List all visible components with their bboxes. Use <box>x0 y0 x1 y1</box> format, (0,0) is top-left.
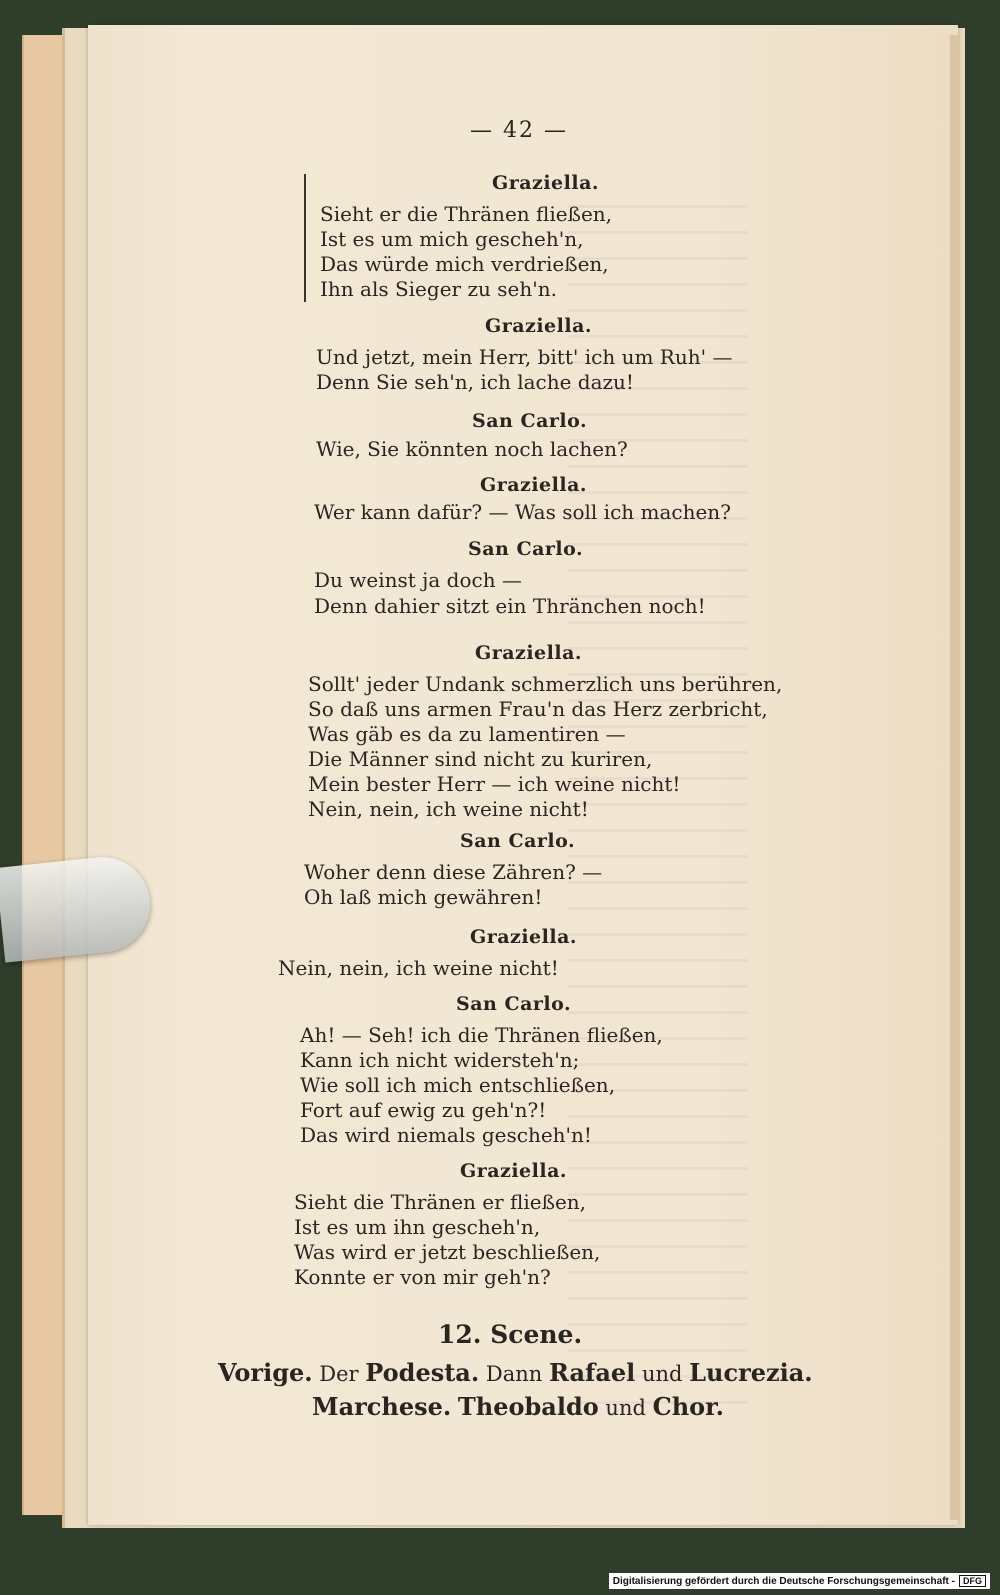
verse-line: Die Männer sind nicht zu kuriren, <box>308 747 653 771</box>
verse-line: So daß uns armen Frau'n das Herz zerbricht, <box>308 697 768 721</box>
page-number: — 42 — <box>470 118 568 143</box>
cast-name: Vorige. <box>218 1358 313 1387</box>
speaker-name: San Carlo. <box>456 993 572 1015</box>
verse-line: Nein, nein, ich weine nicht! <box>308 797 589 821</box>
verse-line: Kann ich nicht widersteh'n; <box>300 1048 580 1072</box>
verse-line: Wie soll ich mich entschließen, <box>300 1073 616 1097</box>
verse-line: Sollt' jeder Undank schmerzlich uns berühren, <box>308 672 783 696</box>
verse-line: Ah! — Seh! ich die Thränen fließen, <box>300 1023 663 1047</box>
speaker-name: Graziella. <box>460 1160 568 1182</box>
footer-credit <box>609 1573 990 1589</box>
speaker-name: Graziella. <box>480 474 588 496</box>
cast-connector: Dann <box>479 1362 549 1386</box>
dfg-logo: DFG <box>959 1575 986 1587</box>
verse-line: Fort auf ewig zu geh'n?! <box>300 1098 547 1122</box>
speaker-name: San Carlo. <box>468 538 584 560</box>
verse-line: Wie, Sie könnten noch lachen? <box>316 437 628 461</box>
cast-connector <box>451 1396 458 1420</box>
verse-line: Was gäb es da zu lamentiren — <box>308 722 626 746</box>
scene-title: 12. Scene. <box>438 1320 583 1349</box>
verse-line: Mein bester Herr — ich weine nicht! <box>308 772 681 796</box>
verse-line: Woher denn diese Zähren? — <box>304 860 603 884</box>
verse-bracket <box>304 174 312 302</box>
cast-name: Lucrezia. <box>689 1358 813 1387</box>
cast-connector: und <box>598 1396 653 1420</box>
speaker-name: Graziella. <box>485 315 593 337</box>
verse-line: Du weinst ja doch — <box>314 568 522 592</box>
verse-line: Denn dahier sitzt ein Thränchen noch! <box>314 594 706 618</box>
verse-line: Ihn als Sieger zu seh'n. <box>320 277 557 301</box>
cast-connector: Der <box>312 1362 366 1386</box>
verse-line: Ist es um ihn gescheh'n, <box>294 1215 541 1239</box>
verse-line: Konnte er von mir geh'n? <box>294 1265 551 1289</box>
verse-line: Denn Sie seh'n, ich lache dazu! <box>316 370 634 394</box>
cast-name: Marchese. <box>312 1392 452 1421</box>
verse-line: Wer kann dafür? — Was soll ich machen? <box>314 500 731 524</box>
verse-line: Sieht er die Thränen fließen, <box>320 202 613 226</box>
verse-line: Das würde mich verdrießen, <box>320 252 609 276</box>
cast-line-2 <box>312 1392 724 1421</box>
speaker-name: Graziella. <box>492 172 600 194</box>
speaker-name: Graziella. <box>470 926 578 948</box>
verse-line: Sieht die Thränen er fließen, <box>294 1190 587 1214</box>
verse-line: Und jetzt, mein Herr, bitt' ich um Ruh' — <box>316 345 733 369</box>
verse-line: Oh laß mich gewähren! <box>304 885 543 909</box>
speaker-name: San Carlo. <box>472 410 588 432</box>
cast-name: Chor. <box>652 1392 724 1421</box>
verse-line: Was wird er jetzt beschließen, <box>294 1240 601 1264</box>
verse-line: Ist es um mich gescheh'n, <box>320 227 584 251</box>
footer-text: Digitalisierung gefördert durch die Deutsche Forschungsgemeinschaft - <box>612 1576 955 1587</box>
cast-name: Podesta. <box>365 1358 480 1387</box>
speaker-name: San Carlo. <box>460 830 576 852</box>
verse-line: Nein, nein, ich weine nicht! <box>278 956 559 980</box>
speaker-name: Graziella. <box>475 642 583 664</box>
cast-name: Theobaldo <box>457 1392 599 1421</box>
cast-name: Rafael <box>548 1358 636 1387</box>
verse-line: Das wird niemals gescheh'n! <box>300 1123 592 1147</box>
cast-line-1 <box>218 1358 813 1387</box>
page-edge <box>950 35 960 1520</box>
cast-connector: und <box>635 1362 690 1386</box>
